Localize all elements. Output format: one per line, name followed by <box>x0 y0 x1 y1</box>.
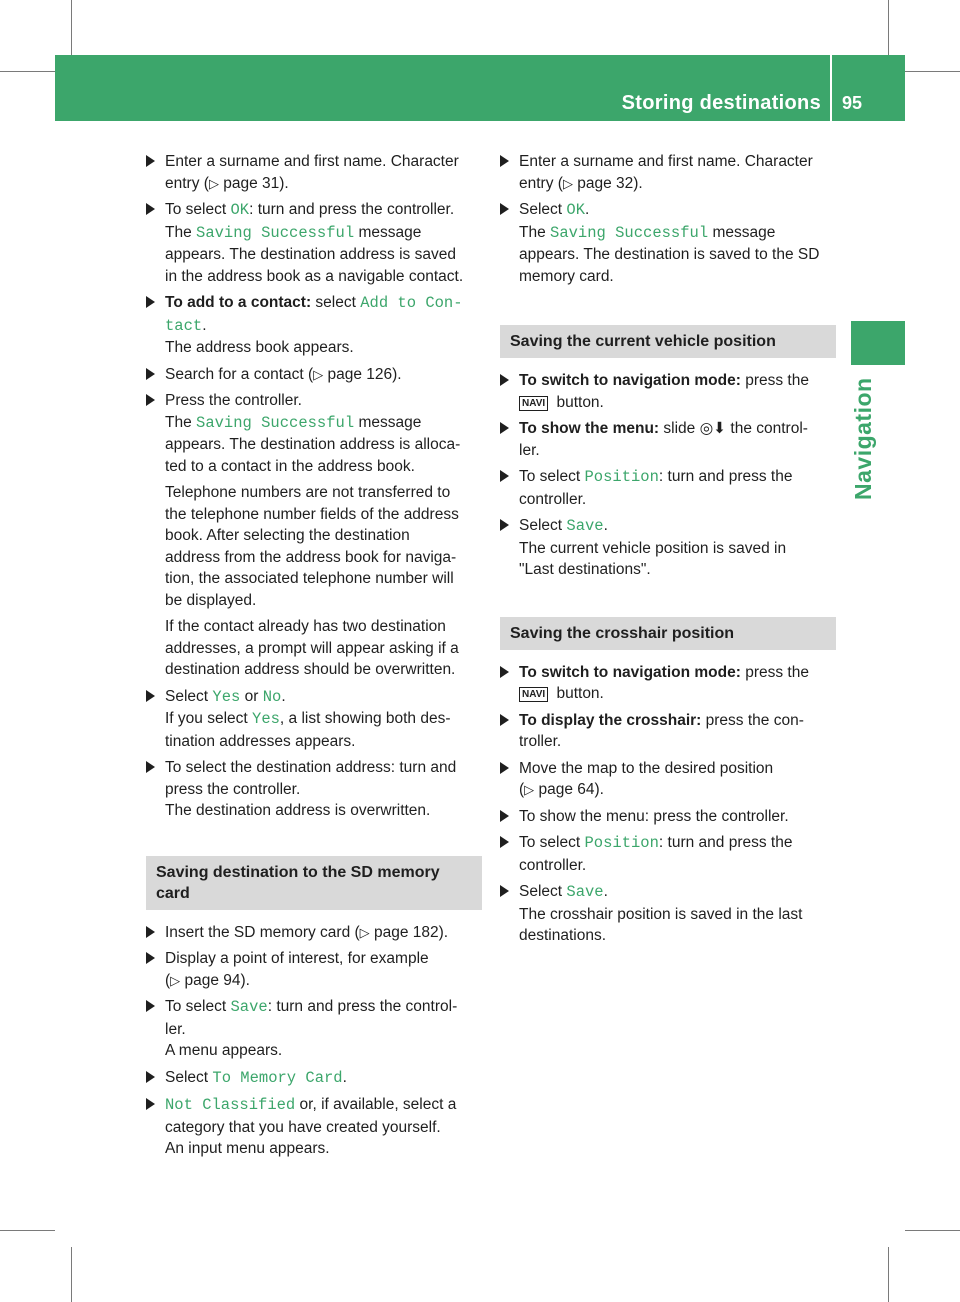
menu-item-save: Save <box>230 998 268 1016</box>
arrow-icon <box>146 394 155 406</box>
section-tab <box>851 321 905 365</box>
arrow-icon <box>500 714 509 726</box>
list-item: Move the map to the desired position (▷ page 64). <box>500 758 836 801</box>
message-saving-successful: Saving Successful <box>196 413 355 432</box>
list-item: To select OK: turn and press the controller. The Saving Successful message appears. The destination address is saved in the address book as a navigable contact. <box>146 199 482 287</box>
arrow-icon <box>500 885 509 897</box>
arrow-icon <box>500 666 509 678</box>
list-item: Insert the SD memory card (▷ page 182). <box>146 922 482 944</box>
page-ref-icon: ▷ <box>170 972 181 988</box>
menu-item-ok: OK <box>230 201 250 219</box>
arrow-icon <box>500 155 509 167</box>
arrow-icon <box>500 203 509 215</box>
arrow-icon <box>500 374 509 386</box>
page-title: Storing destinations <box>621 92 821 114</box>
page-ref-icon: ▷ <box>524 782 535 797</box>
navi-key-icon: NAVI <box>519 687 548 702</box>
arrow-icon <box>146 155 155 167</box>
navi-key-icon: NAVI <box>519 396 548 411</box>
arrow-icon <box>146 368 155 380</box>
section-heading: Saving the crosshair position <box>500 617 836 650</box>
crop-mark <box>0 71 55 72</box>
crop-mark <box>905 1230 960 1231</box>
note-paragraph: Telephone numbers are not transferred to the telephone number fields of the address book. After selecting the destination address from the address book for naviga- tion, the associated telephone number will be displayed. <box>165 484 459 609</box>
list-item: To show the menu: slide ◎⬇ the control- ler. <box>500 418 836 461</box>
menu-item-position: Position <box>584 468 659 486</box>
arrow-icon <box>146 690 155 702</box>
list-item: To select the destination address: turn and press the controller. The destination address is overwritten. <box>146 757 482 822</box>
menu-item-save: Save <box>566 883 604 901</box>
arrow-icon <box>146 203 155 215</box>
menu-item-position: Position <box>584 834 659 852</box>
list-item: To display the crosshair: press the con- troller. <box>500 710 836 753</box>
section-label: Navigation <box>850 377 876 500</box>
arrow-icon <box>146 1000 155 1012</box>
arrow-icon <box>500 470 509 482</box>
list-item: Select Yes or No. If you select Yes, a list showing both des- tination addresses appears. <box>146 686 482 753</box>
page-header <box>55 55 905 121</box>
page-ref-icon: ▷ <box>562 175 573 191</box>
list-item: To select Save: turn and press the control- ler. A menu appears. <box>146 996 482 1062</box>
list-item: Not Classified or, if available, select a category that you have created yourself. An input menu appears. <box>146 1094 482 1160</box>
arrow-icon <box>500 836 509 848</box>
menu-item-yes: Yes <box>212 687 241 706</box>
note-paragraph: If the contact already has two destination addresses, a prompt will appear asking if a destination address should be overwritten. <box>165 618 459 678</box>
menu-item-add-to-contact: Add to Con‐ <box>360 294 463 312</box>
list-item: To switch to navigation mode: press the NAVI button. <box>500 662 836 705</box>
list-item: Select Save. The current vehicle position is saved in "Last destinations". <box>500 515 836 581</box>
section-heading: Saving the current vehicle position <box>500 325 836 358</box>
page-ref-icon: ▷ <box>313 366 324 382</box>
list-item: To show the menu: press the controller. <box>500 806 836 828</box>
arrow-icon <box>500 422 509 434</box>
arrow-icon <box>500 519 509 531</box>
crop-mark <box>71 0 72 55</box>
header-divider <box>830 55 832 121</box>
menu-item-no: No <box>262 687 282 706</box>
menu-item-not-classified: Not Classified <box>165 1096 296 1114</box>
arrow-icon <box>146 1071 155 1083</box>
crop-mark <box>71 1247 72 1302</box>
list-item: To switch to navigation mode: press the NAVI button. <box>500 370 836 413</box>
arrow-icon <box>500 810 509 822</box>
list-item: Select To Memory Card. <box>146 1067 482 1090</box>
right-column <box>500 151 836 952</box>
list-item: Enter a surname and first name. Character entry (▷ page 31). <box>146 151 482 194</box>
message-saving-successful: Saving Successful <box>550 223 709 242</box>
message-saving-successful: Saving Successful <box>196 223 355 242</box>
list-item: Press the controller. The Saving Successful message appears. The destination address is alloca- ted to a contact in the address book. <box>146 390 482 477</box>
arrow-icon <box>146 761 155 773</box>
arrow-icon <box>146 296 155 308</box>
section-heading: Saving destination to the SD memory card <box>146 856 482 910</box>
controller-slide-icon: ◎⬇ <box>699 420 727 437</box>
left-column <box>146 151 482 1165</box>
crop-mark <box>888 1247 889 1302</box>
list-item: To add to a contact: select Add to Con‐ tact. The address book appears. <box>146 292 482 359</box>
arrow-icon <box>146 1098 155 1110</box>
arrow-icon <box>146 952 155 964</box>
arrow-icon <box>500 762 509 774</box>
crop-mark <box>888 0 889 55</box>
menu-item-to-memory-card: To Memory Card <box>212 1068 343 1087</box>
menu-item-save: Save <box>566 517 604 535</box>
crop-mark <box>0 1230 55 1231</box>
arrow-icon <box>146 926 155 938</box>
page-ref-icon: ▷ <box>208 175 219 191</box>
crop-mark <box>905 71 960 72</box>
list-item: Select Save. The crosshair position is saved in the last destinations. <box>500 881 836 947</box>
list-item: To select Position: turn and press the controller. <box>500 466 836 510</box>
menu-item-ok: OK <box>566 201 585 219</box>
list-item: Display a point of interest, for example (▷ page 94). <box>146 948 482 991</box>
list-item: Enter a surname and first name. Character entry (▷ page 32). <box>500 151 836 194</box>
list-item: Search for a contact (▷ page 126). <box>146 364 482 386</box>
page-ref-icon: ▷ <box>359 924 370 940</box>
page-number: 95 <box>842 93 863 113</box>
list-item: To select Position: turn and press the controller. <box>500 832 836 876</box>
list-item: Select OK. The Saving Successful message appears. The destination is saved to the SD memory card. <box>500 199 836 287</box>
